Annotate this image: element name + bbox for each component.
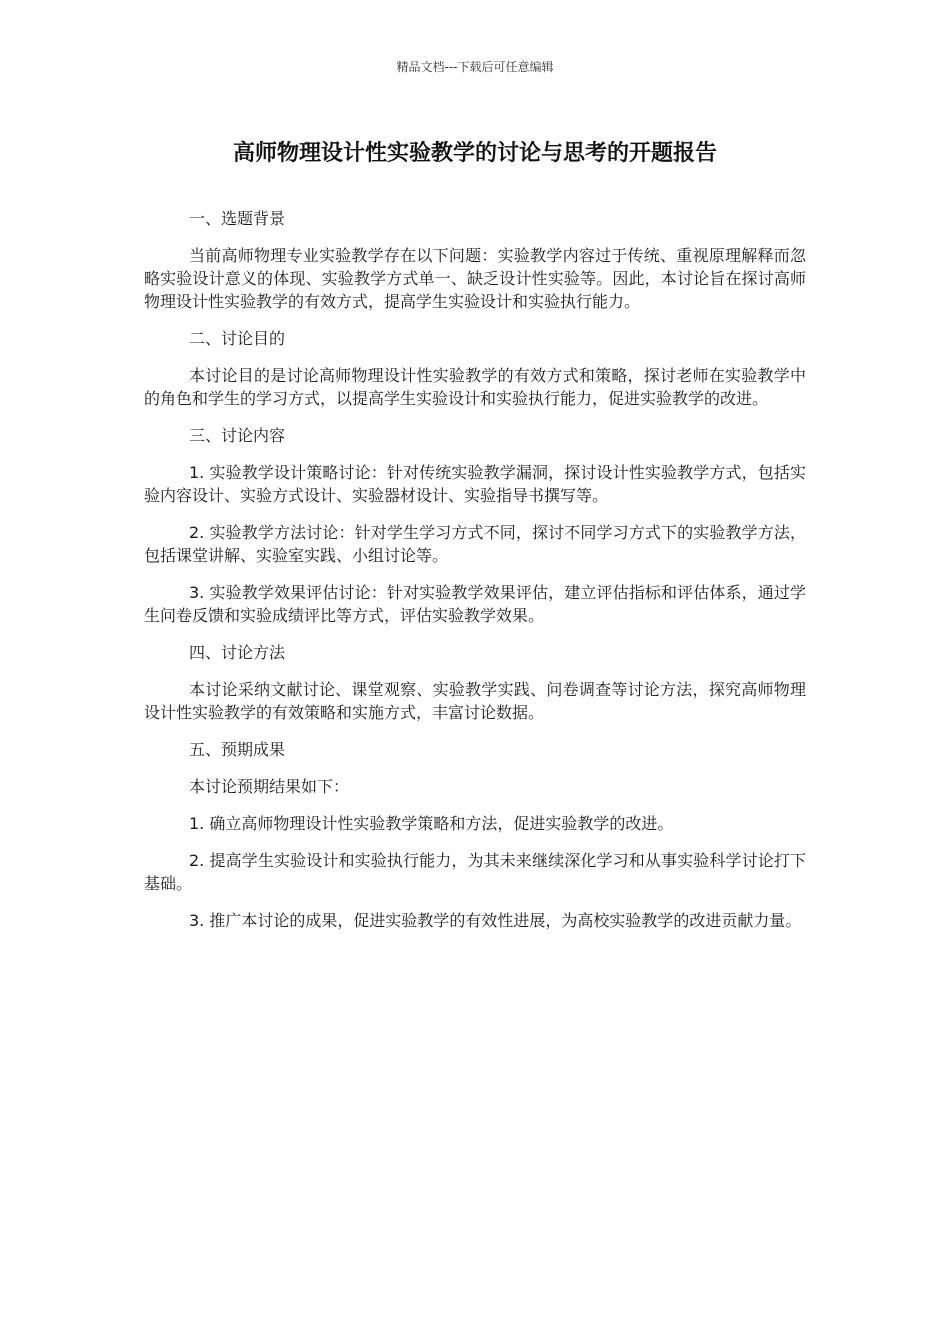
document-body bbox=[144, 207, 806, 946]
document-title: 高师物理设计性实验教学的讨论与思考的开题报告 bbox=[232, 141, 717, 166]
paragraph-outcomes-intro: 本讨论预期结果如下： bbox=[189, 777, 350, 796]
paragraph-method: 本讨论采纳文献讨论、课堂观察、实验教学实践、问卷调查等讨论方法，探究高师物理设计性实验教学的有效策略和实施方式，丰富讨论数据。 bbox=[144, 680, 806, 722]
paragraph-content-3: 3. 实验教学效果评估讨论：针对实验教学效果评估，建立评估指标和评估体系，通过学生问卷反馈和实验成绩评比等方式，评估实验教学效果。 bbox=[144, 583, 806, 625]
section-heading-method: 四、讨论方法 bbox=[189, 643, 286, 662]
section-heading-content: 三、讨论内容 bbox=[189, 426, 286, 445]
paragraph-outcomes-3: 3. 推广本讨论的成果，促进实验教学的有效性进展，为高校实验教学的改进贡献力量。 bbox=[189, 911, 802, 930]
header-note: 精品文档---下载后可任意编辑 bbox=[396, 60, 554, 74]
section-heading-outcomes: 五、预期成果 bbox=[189, 740, 286, 759]
section-heading-purpose: 二、讨论目的 bbox=[189, 329, 286, 348]
paragraph-outcomes-1: 1. 确立高师物理设计性实验教学策略和方法，促进实验教学的改进。 bbox=[189, 814, 674, 833]
paragraph-outcomes-2: 2. 提高学生实验设计和实验执行能力，为其未来继续深化学习和从事实验科学讨论打下基础。 bbox=[144, 851, 806, 893]
paragraph-purpose: 本讨论目的是讨论高师物理设计性实验教学的有效方式和策略，探讨老师在实验教学中的角色和学生的学习方式，以提高学生实验设计和实验执行能力，促进实验教学的改进。 bbox=[144, 366, 806, 408]
paragraph-background: 当前高师物理专业实验教学存在以下问题：实验教学内容过于传统、重视原理解释而忽略实验设计意义的体现、实验教学方式单一、缺乏设计性实验等。因此，本讨论旨在探讨高师物理设计性实验教学的有效方式，提高学生实验设计和实验执行能力。 bbox=[144, 246, 806, 311]
paragraph-content-1: 1. 实验教学设计策略讨论：针对传统实验教学漏洞，探讨设计性实验教学方式，包括实验内容设计、实验方式设计、实验器材设计、实验指导书撰写等。 bbox=[144, 463, 806, 505]
paragraph-content-2: 2. 实验教学方法讨论：针对学生学习方式不同，探讨不同学习方式下的实验教学方法，包括课堂讲解、实验室实践、小组讨论等。 bbox=[144, 523, 806, 565]
section-heading-background: 一、选题背景 bbox=[189, 209, 286, 228]
